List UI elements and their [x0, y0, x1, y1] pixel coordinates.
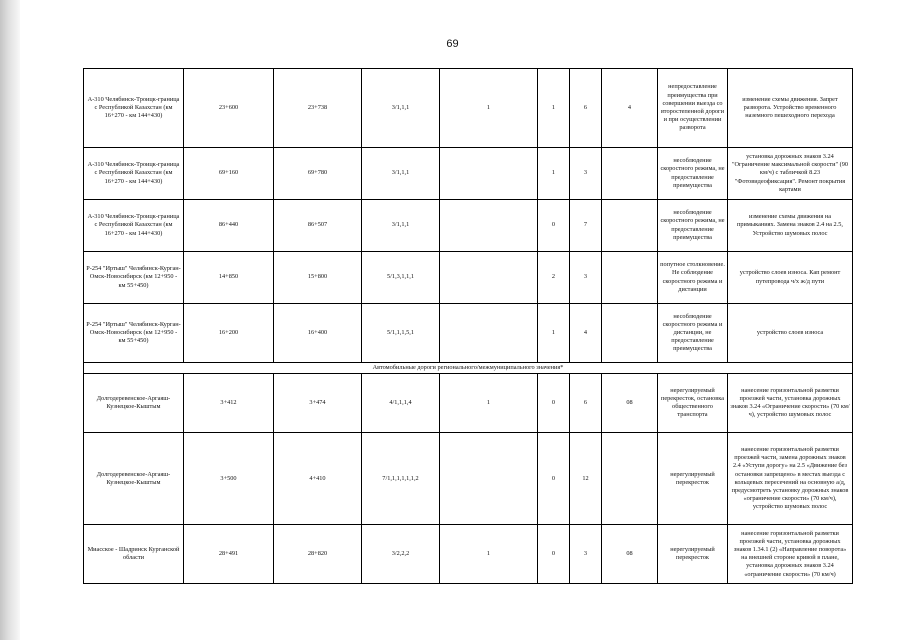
km-start-cell: 16+200 — [184, 304, 274, 363]
accident-code-cell: 4/1,1,1,4 — [362, 374, 440, 433]
accident-cause-cell: попутное столкновение. Не соблюдение скоростного режима и дистанции — [658, 252, 728, 304]
count-a-cell — [440, 200, 538, 252]
count-d-cell: 4 — [602, 69, 658, 148]
road-name-cell: А-310 Челябинск-Троицк-граница с Республикой Казахстан (км 16+270 - км 144+430) — [84, 69, 184, 148]
km-end-cell: 3+474 — [274, 374, 362, 433]
page-number: 69 — [446, 38, 459, 50]
accident-cause-cell: непредоставление преимущества при совершении выезда со второстепенной дороги и при осуществлении разворота — [658, 69, 728, 148]
km-start-cell: 86+440 — [184, 200, 274, 252]
count-a-cell: 1 — [440, 374, 538, 433]
count-a-cell — [440, 304, 538, 363]
count-c-cell: 6 — [570, 69, 602, 148]
road-name-cell: Р-254 "Иртыш" Челябинск-Курган-Омск-Новосибирск (км 12+950 - км 55+450) — [84, 252, 184, 304]
road-name-cell: Р-254 "Иртыш" Челябинск-Курган-Омск-Новосибирск (км 12+950 - км 55+450) — [84, 304, 184, 363]
count-d-cell: 08 — [602, 525, 658, 584]
count-b-cell: 0 — [538, 433, 570, 525]
table-row — [84, 304, 853, 363]
km-end-cell: 15+800 — [274, 252, 362, 304]
accident-cause-cell: нерегулируемый перекресток, остановка общественного транспорта — [658, 374, 728, 433]
count-c-cell: 7 — [570, 200, 602, 252]
km-start-cell: 3+500 — [184, 433, 274, 525]
count-b-cell: 1 — [538, 304, 570, 363]
count-d-cell — [602, 148, 658, 200]
accident-sites-table — [83, 68, 853, 584]
count-d-cell — [602, 200, 658, 252]
table-row — [84, 69, 853, 148]
km-end-cell: 16+400 — [274, 304, 362, 363]
count-a-cell — [440, 148, 538, 200]
count-d-cell — [602, 252, 658, 304]
section-heading: Автомобильные дороги регионального/межмуниципального значения* — [84, 363, 853, 374]
accident-code-cell: 7/1,1,1,1,1,1,2 — [362, 433, 440, 525]
table-row — [84, 374, 853, 433]
count-a-cell: 1 — [440, 525, 538, 584]
road-name-cell: Миасское - Шадринск Курганской области — [84, 525, 184, 584]
km-start-cell: 3+412 — [184, 374, 274, 433]
section-heading-row — [84, 363, 853, 374]
count-d-cell — [602, 433, 658, 525]
km-end-cell: 69+780 — [274, 148, 362, 200]
accident-code-cell: 3/2,2,2 — [362, 525, 440, 584]
table-row — [84, 252, 853, 304]
table-row — [84, 148, 853, 200]
road-name-cell: А-310 Челябинск-Троицк-граница с Республикой Казахстан (км 16+270 - км 144+430) — [84, 200, 184, 252]
measures-cell: устройство слоев износа. Кап ремонт путепровода ч/х ж/д пути — [728, 252, 853, 304]
accident-code-cell: 5/1,3,1,1,1 — [362, 252, 440, 304]
count-b-cell: 0 — [538, 200, 570, 252]
road-name-cell: Долгодеревенское-Аргаяш-Кузнецкое-Кыштым — [84, 433, 184, 525]
table-row — [84, 433, 853, 525]
km-start-cell: 69+160 — [184, 148, 274, 200]
km-start-cell: 28+491 — [184, 525, 274, 584]
km-end-cell: 23+738 — [274, 69, 362, 148]
km-end-cell: 4+410 — [274, 433, 362, 525]
scan-page-edge — [0, 0, 20, 640]
road-name-cell: А-310 Челябинск-Троицк-граница с Республикой Казахстан (км 16+270 - км 144+430) — [84, 148, 184, 200]
measures-cell: установка дорожных знаков 3.24 "Ограничение максимальной скорости" (90 км/ч) с табличкой 8.23 "Фотовидеофиксация". Ремонт покрытия картами — [728, 148, 853, 200]
count-a-cell — [440, 252, 538, 304]
count-d-cell — [602, 304, 658, 363]
count-b-cell: 2 — [538, 252, 570, 304]
km-start-cell: 23+600 — [184, 69, 274, 148]
accident-code-cell: 3/1,1,1 — [362, 148, 440, 200]
accident-code-cell: 5/1,1,1,5,1 — [362, 304, 440, 363]
count-a-cell: 1 — [440, 69, 538, 148]
accident-cause-cell: нерегулируемый перекресток — [658, 525, 728, 584]
count-b-cell: 1 — [538, 69, 570, 148]
accident-code-cell: 3/1,1,1 — [362, 69, 440, 148]
accident-cause-cell: несоблюдение скоростного режима, не предоставление преимущества — [658, 200, 728, 252]
count-c-cell: 6 — [570, 374, 602, 433]
count-c-cell: 3 — [570, 525, 602, 584]
count-b-cell: 1 — [538, 148, 570, 200]
table-row — [84, 525, 853, 584]
count-d-cell: 08 — [602, 374, 658, 433]
km-end-cell: 86+507 — [274, 200, 362, 252]
measures-cell: изменение схемы движения на примыканиях. Замена знаков 2.4 на 2.5, Устройство шумовых полос — [728, 200, 853, 252]
road-name-cell: Долгодеревенское-Аргаяш-Кузнецкое-Кыштым — [84, 374, 184, 433]
km-start-cell: 14+850 — [184, 252, 274, 304]
measures-cell: изменение схемы движения. Запрет разворота. Устройство временного наземного пешеходного перехода — [728, 69, 853, 148]
km-end-cell: 28+820 — [274, 525, 362, 584]
accident-cause-cell: несоблюдение скоростного режима и дистанции, не предоставление преимущества — [658, 304, 728, 363]
accident-cause-cell: несоблюдение скоростного режима, не предоставление преимущества — [658, 148, 728, 200]
count-c-cell: 3 — [570, 148, 602, 200]
measures-cell: устройство слоев износа — [728, 304, 853, 363]
count-b-cell: 0 — [538, 374, 570, 433]
count-c-cell: 12 — [570, 433, 602, 525]
count-a-cell — [440, 433, 538, 525]
count-c-cell: 3 — [570, 252, 602, 304]
accident-code-cell: 3/1,1,1 — [362, 200, 440, 252]
table-row — [84, 200, 853, 252]
count-b-cell: 0 — [538, 525, 570, 584]
measures-cell: нанесение горизонтальной разметки проезжей части, установка дорожных знаков 3.24 «Ограничение скорости» (70 км/ч), устройство шумовых полос — [728, 374, 853, 433]
measures-cell: нанесение горизонтальной разметки проезжей части, установка дорожных знаков 1.34.1 (2) «Направление поворота» на внешней стороне кривой в плане, установка дорожных знаков 3.24 «ограничение скорости» (70 км/ч) — [728, 525, 853, 584]
measures-cell: нанесение горизонтальной разметки проезжей части, замена дорожных знаков 2.4 «Уступи дорогу» на 2.5 «Движение без остановки запрещено» в местах выезда с кольцевых пересечений на основную а/д, предусмотреть установку дорожных знаков «ограничение скорости» (70 км/ч), устройство шумовых полос — [728, 433, 853, 525]
count-c-cell: 4 — [570, 304, 602, 363]
accident-cause-cell: нерегулируемый перекресток — [658, 433, 728, 525]
